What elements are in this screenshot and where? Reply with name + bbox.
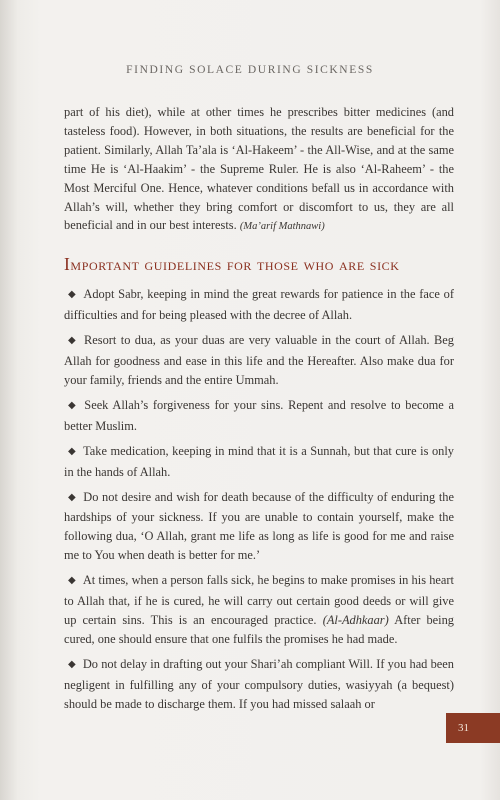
guideline-item <box>64 285 454 325</box>
bullet-icon: ◆ <box>68 658 76 670</box>
bullet-icon: ◆ <box>68 399 78 411</box>
page-content <box>64 103 454 719</box>
guideline-item <box>64 571 454 649</box>
guideline-item <box>64 396 454 436</box>
intro-paragraph <box>64 103 454 237</box>
guideline-text: Resort to dua, as your duas are very valuable in the court of Allah. Beg Allah for goodness and ease in this life and the Hereafter. Also make dua for your family, friends and the entire Ummah. <box>64 333 454 387</box>
intro-text: part of his diet), while at other times he prescribes bitter medicines (and tasteless food). However, in both situations, the results are beneficial for the patient. Similarly, Allah Ta’ala is ‘Al-Hakeem’ - the All-Wise, and at the same time He is ‘Al-Haakim’ - the Supreme Ruler. He is also ‘Al-Raheem’ - the Most Merciful One. Hence, whatever conditions befall us in accordance with Allah’s will, whether they bring comfort or discomfort to us, they are all beneficial and in our best interests. <box>64 105 454 233</box>
bullet-icon: ◆ <box>68 445 77 457</box>
guideline-item <box>64 655 454 714</box>
section-heading: Important guidelines for those who are sick <box>64 254 400 275</box>
guideline-text: Adopt Sabr, keeping in mind the great rewards for patience in the face of difficulties and for being pleased with the decree of Allah. <box>64 287 454 323</box>
running-head: FINDING SOLACE DURING SICKNESS <box>126 64 374 76</box>
guideline-source: (Al-Adhkaar) <box>322 612 389 627</box>
bullet-icon: ◆ <box>68 491 77 503</box>
guideline-item <box>64 442 454 482</box>
guideline-text: Take medication, keeping in mind that it is a Sunnah, but that cure is only in the hands of Allah. <box>64 443 454 479</box>
guideline-text: Seek Allah’s forgiveness for your sins. Repent and resolve to become a better Muslim. <box>64 397 454 433</box>
bullet-icon: ◆ <box>68 335 77 347</box>
bullet-icon: ◆ <box>68 575 76 587</box>
intro-source: (Ma’arif Mathnawi) <box>239 221 325 233</box>
bullet-icon: ◆ <box>68 289 77 301</box>
guideline-text: Do not desire and wish for death because of the difficulty of enduring the hardships of your sickness. If you are unable to contain yourself, make the following dua, ‘O Allah, grant me life as long as life is good for me and raise me to You when death is better for me.’ <box>64 489 454 563</box>
guideline-item <box>64 488 454 566</box>
guideline-text-continued: After being cured, one should ensure that one fulfils the promises he had made. <box>64 612 455 646</box>
guideline-text: At times, when a person falls sick, he begins to make promises in his heart to Allah that, if he is cured, he will carry out certain good deeds or will give up certain sins. This is an encouraged practice. <box>64 573 454 627</box>
page-number: 31 <box>458 722 469 734</box>
guideline-text: Do not delay in drafting out your Shari’ah compliant Will. If you had been negligent in fulfilling any of your compulsory duties, wasiyyah (a bequest) should be made to discharge them. If you had missed salaah or <box>64 656 454 711</box>
page-number-tab <box>446 713 500 743</box>
guideline-item <box>64 331 454 390</box>
